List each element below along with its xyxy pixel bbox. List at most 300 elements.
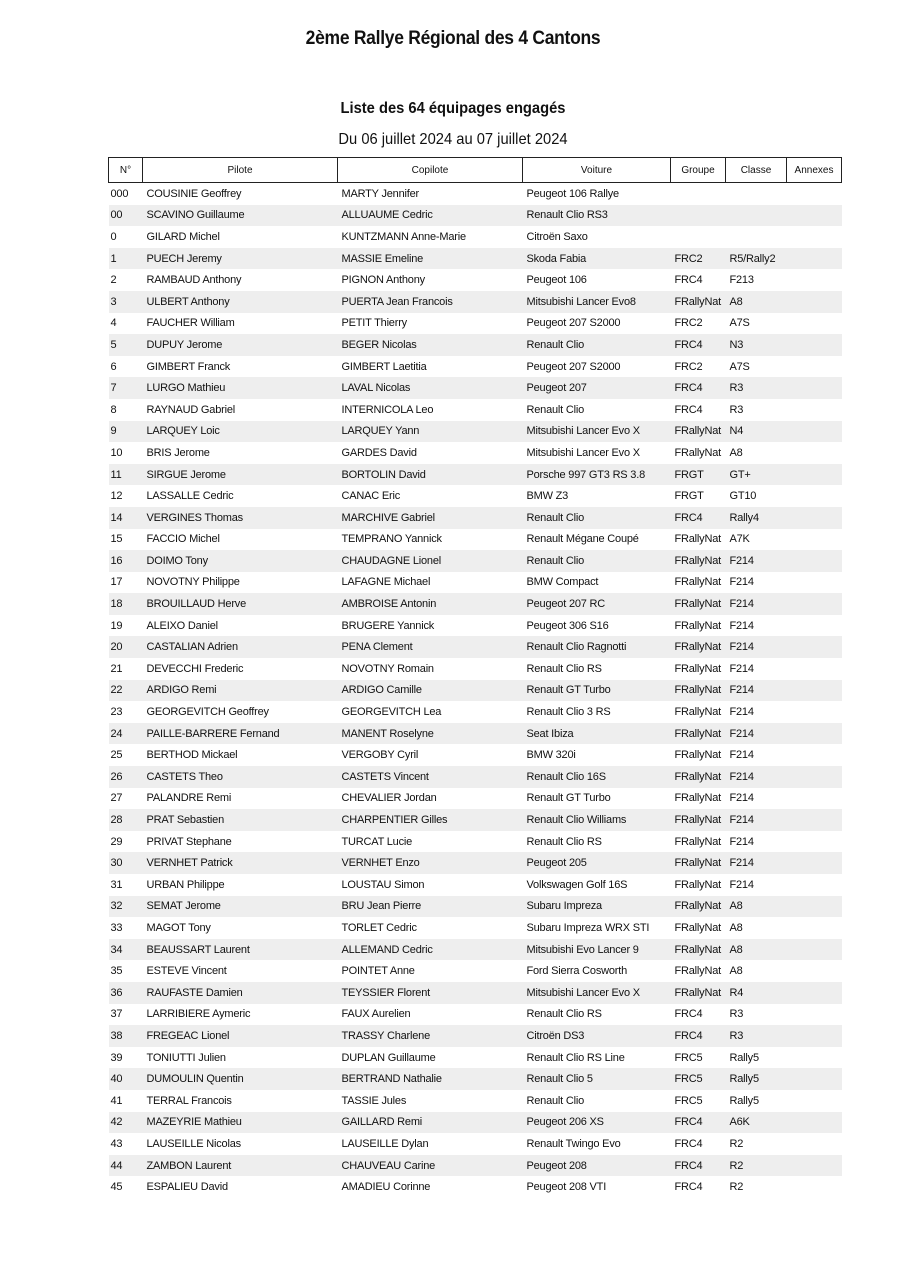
cell-annexes [787, 831, 842, 853]
cell-groupe: FRallyNat [671, 982, 726, 1004]
cell-groupe: FRallyNat [674, 446, 721, 459]
table-row [109, 788, 842, 810]
cell-number: 17 [110, 576, 123, 589]
cell-annexes [787, 636, 842, 658]
cell-voiture: Volkswagen Golf 16S [526, 878, 628, 891]
cell-pilote: ALEIXO Daniel [146, 619, 218, 632]
cell-copilote: TRASSY Charlene [338, 1025, 523, 1047]
cell-copilote: TORLET Cedric [341, 921, 417, 934]
table-row [109, 507, 842, 529]
cell-number: 44 [109, 1155, 143, 1177]
cell-pilote: PRAT Sebastien [143, 809, 338, 831]
cell-annexes [787, 744, 842, 766]
cell-pilote: CASTALIAN Adrien [143, 636, 338, 658]
cell-classe: F214 [729, 619, 754, 632]
cell-number: 7 [109, 377, 143, 399]
table-row [109, 421, 842, 443]
cell-voiture: Mitsubishi Lancer Evo X [523, 421, 671, 443]
cell-groupe: FRC5 [671, 1068, 726, 1090]
cell-annexes [787, 1133, 842, 1155]
cell-groupe: FRC4 [674, 274, 703, 287]
table-body [109, 183, 842, 1198]
cell-number: 19 [110, 619, 123, 632]
table-row [109, 550, 842, 572]
cell-annexes [787, 939, 842, 961]
cell-annexes [787, 982, 842, 1004]
cell-groupe: FRC2 [674, 360, 703, 373]
cell-pilote: FREGEAC Lionel [143, 1025, 338, 1047]
cell-classe: F214 [726, 593, 787, 615]
cell-voiture: Renault Clio RS [526, 1008, 602, 1021]
table-row [109, 183, 842, 205]
cell-copilote: LARQUEY Yann [338, 421, 523, 443]
cell-groupe: FRallyNat [671, 550, 726, 572]
cell-pilote: MAGOT Tony [146, 921, 211, 934]
cell-classe: A7S [729, 317, 750, 330]
cell-number: 32 [109, 896, 143, 918]
cell-pilote: LAUSEILLE Nicolas [146, 1137, 241, 1150]
cell-voiture: Mitsubishi Evo Lancer 9 [523, 939, 671, 961]
cell-groupe: FRallyNat [674, 792, 721, 805]
table-row [109, 831, 842, 853]
cell-copilote: CASTETS Vincent [338, 766, 523, 788]
cell-copilote: TEYSSIER Florent [338, 982, 523, 1004]
cell-annexes [787, 1090, 842, 1112]
table-row [109, 377, 842, 399]
cell-number: 42 [109, 1112, 143, 1134]
cell-copilote: CANAC Eric [341, 490, 401, 503]
cell-copilote: VERGOBY Cyril [341, 749, 419, 762]
document-title: 2ème Rallye Régional des 4 Cantons [305, 28, 601, 49]
cell-annexes [787, 356, 842, 378]
cell-classe: A8 [726, 939, 787, 961]
cell-pilote: CASTETS Theo [143, 766, 338, 788]
cell-voiture: Seat Ibiza [523, 723, 671, 745]
cell-voiture: BMW Compact [526, 576, 599, 589]
cell-annexes [787, 1176, 842, 1198]
table-row [109, 1090, 842, 1112]
header-copilote: Copilote [338, 158, 523, 183]
cell-voiture: Peugeot 207 [523, 377, 671, 399]
cell-copilote: PETIT Thierry [341, 317, 407, 330]
cell-number: 38 [109, 1025, 143, 1047]
cell-copilote: GARDES David [341, 446, 417, 459]
cell-pilote: PAILLE-BARRERE Fernand [143, 723, 338, 745]
table-row [109, 205, 842, 227]
cell-classe: R3 [729, 1008, 744, 1021]
cell-pilote: GIMBERT Franck [146, 360, 231, 373]
cell-copilote: MANENT Roselyne [338, 723, 523, 745]
cell-voiture: Renault Clio RS [526, 662, 602, 675]
cell-number: 22 [109, 680, 143, 702]
cell-voiture: Porsche 997 GT3 RS 3.8 [523, 464, 671, 486]
cell-number: 3 [109, 291, 143, 313]
cell-copilote: DUPLAN Guillaume [341, 1051, 436, 1064]
cell-number: 15 [110, 533, 123, 546]
cell-number: 14 [109, 507, 143, 529]
cell-number: 00 [109, 205, 143, 227]
cell-pilote: URBAN Philippe [146, 878, 225, 891]
cell-annexes [787, 788, 842, 810]
cell-voiture: Subaru Impreza [523, 896, 671, 918]
cell-pilote: VERGINES Thomas [143, 507, 338, 529]
cell-number: 0 [110, 230, 117, 243]
cell-number: 34 [109, 939, 143, 961]
cell-annexes [787, 205, 842, 227]
cell-groupe: FRallyNat [674, 878, 721, 891]
cell-annexes [787, 766, 842, 788]
cell-voiture: Citroën DS3 [523, 1025, 671, 1047]
cell-voiture: Mitsubishi Lancer Evo8 [523, 291, 671, 313]
cell-groupe: FRallyNat [671, 766, 726, 788]
cell-voiture: BMW 320i [526, 749, 576, 762]
cell-voiture: Peugeot 208 [523, 1155, 671, 1177]
cell-number: 23 [110, 706, 123, 719]
table-row [109, 852, 842, 874]
cell-annexes [787, 442, 842, 464]
cell-classe [726, 205, 787, 227]
cell-copilote: PUERTA Jean Francois [338, 291, 523, 313]
cell-pilote: RAMBAUD Anthony [146, 274, 242, 287]
cell-pilote: SIRGUE Jerome [143, 464, 338, 486]
cell-number: 2 [110, 274, 117, 287]
cell-pilote: NOVOTNY Philippe [146, 576, 240, 589]
cell-copilote: TEMPRANO Yannick [341, 533, 442, 546]
cell-annexes [787, 507, 842, 529]
cell-pilote: RAUFASTE Damien [143, 982, 338, 1004]
cell-classe: F214 [726, 852, 787, 874]
cell-classe: R4 [726, 982, 787, 1004]
cell-annexes [787, 550, 842, 572]
cell-pilote: VERNHET Patrick [143, 852, 338, 874]
cell-number: 29 [110, 835, 123, 848]
event-dates: Du 06 juillet 2024 au 07 juillet 2024 [338, 131, 568, 148]
cell-copilote: LAFAGNE Michael [341, 576, 431, 589]
cell-groupe: FRallyNat [674, 619, 721, 632]
cell-copilote: CHARPENTIER Gilles [338, 809, 523, 831]
cell-annexes [787, 658, 842, 680]
table-row [109, 680, 842, 702]
cell-number: 11 [109, 464, 143, 486]
cell-voiture: Renault Clio Williams [523, 809, 671, 831]
table-row [109, 1068, 842, 1090]
cell-copilote: PENA Clement [338, 636, 523, 658]
cell-voiture: Renault Clio [523, 334, 671, 356]
cell-voiture: Mitsubishi Lancer Evo X [526, 446, 640, 459]
cell-groupe: FRC2 [674, 317, 703, 330]
header-groupe: Groupe [671, 158, 726, 183]
cell-groupe: FRC5 [674, 1051, 703, 1064]
table-header-row [109, 158, 842, 183]
cell-voiture: Peugeot 106 [526, 274, 587, 287]
cell-number: 31 [110, 878, 123, 891]
cell-annexes [787, 809, 842, 831]
table-row [109, 1025, 842, 1047]
cell-annexes [787, 377, 842, 399]
cell-annexes [787, 421, 842, 443]
cell-voiture: Renault Clio [526, 1094, 585, 1107]
cell-pilote: ULBERT Anthony [143, 291, 338, 313]
cell-pilote: LARQUEY Loic [143, 421, 338, 443]
cell-number: 4 [110, 317, 117, 330]
cell-copilote: BRU Jean Pierre [338, 896, 523, 918]
cell-annexes [787, 1155, 842, 1177]
cell-pilote: GEORGEVITCH Geoffrey [146, 706, 269, 719]
table-row [109, 809, 842, 831]
cell-annexes [787, 291, 842, 313]
cell-voiture: Peugeot 205 [523, 852, 671, 874]
cell-number: 16 [109, 550, 143, 572]
cell-annexes [787, 529, 842, 551]
cell-number: 36 [109, 982, 143, 1004]
cell-classe: R3 [729, 403, 744, 416]
cell-classe: Rally5 [726, 1068, 787, 1090]
cell-groupe: FRallyNat [671, 896, 726, 918]
cell-voiture: Citroën Saxo [526, 230, 588, 243]
cell-number: 6 [110, 360, 117, 373]
cell-voiture: Peugeot 106 Rallye [526, 187, 619, 200]
cell-classe: F214 [729, 576, 754, 589]
cell-voiture: Renault GT Turbo [526, 792, 611, 805]
table-row [109, 1112, 842, 1134]
cell-pilote: COUSINIE Geoffrey [146, 187, 242, 200]
cell-copilote: VERNHET Enzo [338, 852, 523, 874]
cell-groupe: FRallyNat [674, 706, 721, 719]
cell-classe [726, 226, 787, 248]
cell-voiture: Peugeot 208 VTI [526, 1181, 607, 1194]
table-row [109, 1155, 842, 1177]
cell-classe: F214 [729, 835, 754, 848]
cell-pilote: TONIUTTI Julien [146, 1051, 226, 1064]
cell-classe: R5/Rally2 [726, 248, 787, 270]
cell-groupe: FRC4 [671, 1155, 726, 1177]
cell-classe: R2 [729, 1137, 744, 1150]
cell-annexes [787, 1004, 842, 1026]
cell-groupe: FRallyNat [671, 723, 726, 745]
cell-number: 30 [109, 852, 143, 874]
cell-groupe: FRallyNat [671, 680, 726, 702]
cell-classe: F214 [729, 878, 754, 891]
cell-groupe: FRallyNat [671, 593, 726, 615]
header-pilote: Pilote [143, 158, 338, 183]
cell-copilote: AMBROISE Antonin [338, 593, 523, 615]
table-row [109, 917, 842, 939]
cell-annexes [787, 334, 842, 356]
cell-voiture: Renault Clio RS Line [526, 1051, 625, 1064]
table-row [109, 399, 842, 421]
cell-annexes [787, 615, 842, 637]
cell-annexes [787, 1068, 842, 1090]
table-row [109, 766, 842, 788]
cell-annexes [787, 226, 842, 248]
cell-pilote: BROUILLAUD Herve [143, 593, 338, 615]
cell-number: 18 [109, 593, 143, 615]
cell-groupe: FRallyNat [671, 291, 726, 313]
cell-copilote: LAUSEILLE Dylan [341, 1137, 429, 1150]
cell-classe: A8 [726, 291, 787, 313]
cell-groupe: FRC4 [674, 1137, 703, 1150]
cell-voiture: Peugeot 207 S2000 [526, 317, 621, 330]
cell-classe [726, 183, 787, 205]
cell-number: 5 [109, 334, 143, 356]
cell-groupe: FRGT [674, 490, 704, 503]
cell-number: 21 [110, 662, 123, 675]
cell-number: 28 [109, 809, 143, 831]
cell-annexes [787, 1112, 842, 1134]
cell-pilote: RAYNAUD Gabriel [146, 403, 235, 416]
cell-groupe: FRallyNat [674, 965, 721, 978]
table-row [109, 464, 842, 486]
cell-copilote: POINTET Anne [341, 965, 415, 978]
cell-annexes [787, 313, 842, 335]
cell-pilote: ZAMBON Laurent [143, 1155, 338, 1177]
cell-number: 1 [109, 248, 143, 270]
cell-groupe: FRallyNat [674, 749, 721, 762]
cell-number: 37 [110, 1008, 123, 1021]
cell-number: 24 [109, 723, 143, 745]
cell-number: 12 [110, 490, 123, 503]
table-row [109, 529, 842, 551]
cell-copilote: BORTOLIN David [338, 464, 523, 486]
cell-voiture: Renault Clio Ragnotti [523, 636, 671, 658]
cell-pilote: FACCIO Michel [146, 533, 220, 546]
cell-groupe: FRC4 [671, 377, 726, 399]
cell-groupe: FRC2 [671, 248, 726, 270]
cell-annexes [787, 723, 842, 745]
cell-classe: A7K [729, 533, 750, 546]
cell-groupe: FRGT [671, 464, 726, 486]
cell-voiture: Renault Clio 16S [523, 766, 671, 788]
cell-copilote: GIMBERT Laetitia [341, 360, 427, 373]
cell-voiture: Renault GT Turbo [523, 680, 671, 702]
cell-voiture: Renault Twingo Evo [526, 1137, 621, 1150]
cell-voiture: Renault Clio 5 [523, 1068, 671, 1090]
cell-copilote: FAUX Aurelien [341, 1008, 411, 1021]
cell-groupe: FRallyNat [671, 939, 726, 961]
cell-groupe: FRallyNat [674, 576, 721, 589]
cell-annexes [787, 269, 842, 291]
cell-copilote: KUNTZMANN Anne-Marie [341, 230, 466, 243]
table-row [109, 356, 842, 378]
cell-classe: GT+ [726, 464, 787, 486]
cell-pilote: MAZEYRIE Mathieu [143, 1112, 338, 1134]
cell-copilote: CHAUDAGNE Lionel [338, 550, 523, 572]
table-row [109, 658, 842, 680]
cell-classe: F214 [726, 636, 787, 658]
cell-pilote: BERTHOD Mickael [146, 749, 238, 762]
cell-classe: F214 [726, 766, 787, 788]
cell-voiture: Ford Sierra Cosworth [526, 965, 628, 978]
table-row [109, 1133, 842, 1155]
cell-number: 45 [110, 1181, 123, 1194]
table-row [109, 1176, 842, 1198]
cell-groupe: FRallyNat [671, 636, 726, 658]
cell-voiture: Renault Mégane Coupé [526, 533, 639, 546]
table-row [109, 744, 842, 766]
cell-copilote: GAILLARD Remi [338, 1112, 523, 1134]
cell-classe: F214 [729, 749, 754, 762]
cell-pilote: LARRIBIERE Aymeric [146, 1008, 251, 1021]
cell-copilote: PIGNON Anthony [341, 274, 425, 287]
cell-voiture: Renault Clio [523, 550, 671, 572]
cell-number: 10 [110, 446, 123, 459]
table-row [109, 485, 842, 507]
cell-number: 43 [110, 1137, 123, 1150]
cell-groupe [671, 226, 726, 248]
cell-classe: F214 [729, 706, 754, 719]
table-row [109, 442, 842, 464]
cell-annexes [787, 701, 842, 723]
cell-annexes [787, 248, 842, 270]
cell-annexes [787, 917, 842, 939]
cell-classe: A8 [729, 446, 743, 459]
table-row [109, 939, 842, 961]
cell-voiture: Subaru Impreza WRX STI [526, 921, 650, 934]
cell-classe: R3 [726, 1025, 787, 1047]
cell-pilote: PUECH Jeremy [143, 248, 338, 270]
cell-pilote: TERRAL Francois [146, 1094, 232, 1107]
cell-groupe: FRC4 [671, 334, 726, 356]
cell-number: 33 [110, 921, 123, 934]
table-row [109, 334, 842, 356]
cell-classe: Rally4 [726, 507, 787, 529]
cell-classe: N3 [726, 334, 787, 356]
table-row [109, 248, 842, 270]
cell-annexes [787, 874, 842, 896]
cell-annexes [787, 852, 842, 874]
table-row [109, 1004, 842, 1026]
cell-classe: F214 [726, 680, 787, 702]
cell-voiture: Renault Clio 3 RS [526, 706, 611, 719]
cell-classe: F214 [726, 809, 787, 831]
cell-copilote: CHEVALIER Jordan [341, 792, 437, 805]
cell-annexes [787, 485, 842, 507]
cell-voiture: Renault Clio [523, 507, 671, 529]
cell-groupe [671, 205, 726, 227]
table-row [109, 226, 842, 248]
cell-classe: A7S [729, 360, 750, 373]
cell-number: 9 [109, 421, 143, 443]
cell-pilote: ESTEVE Vincent [146, 965, 227, 978]
cell-voiture: Renault Clio [526, 403, 585, 416]
cell-groupe: FRallyNat [674, 835, 721, 848]
cell-classe: R3 [726, 377, 787, 399]
cell-number: 39 [110, 1051, 123, 1064]
cell-voiture: Peugeot 207 S2000 [526, 360, 621, 373]
cell-classe: F214 [726, 723, 787, 745]
entries-table [108, 157, 842, 1198]
cell-pilote: ESPALIEU David [146, 1181, 228, 1194]
cell-classe: Rally5 [729, 1051, 759, 1064]
cell-copilote: MASSIE Emeline [338, 248, 523, 270]
cell-classe: F214 [729, 662, 754, 675]
header-voiture: Voiture [523, 158, 671, 183]
cell-pilote: SCAVINO Guillaume [143, 205, 338, 227]
cell-copilote: CHAUVEAU Carine [338, 1155, 523, 1177]
cell-groupe: FRallyNat [674, 533, 721, 546]
cell-copilote: ARDIGO Camille [338, 680, 523, 702]
cell-groupe: FRallyNat [674, 921, 721, 934]
cell-groupe: FRallyNat [671, 809, 726, 831]
header-classe: Classe [726, 158, 787, 183]
cell-voiture: Peugeot 206 XS [523, 1112, 671, 1134]
cell-groupe: FRallyNat [671, 852, 726, 874]
cell-pilote: BRIS Jerome [146, 446, 210, 459]
cell-copilote: TASSIE Jules [341, 1094, 407, 1107]
cell-annexes [787, 960, 842, 982]
cell-voiture: Renault Clio RS [526, 835, 602, 848]
table-row [109, 723, 842, 745]
